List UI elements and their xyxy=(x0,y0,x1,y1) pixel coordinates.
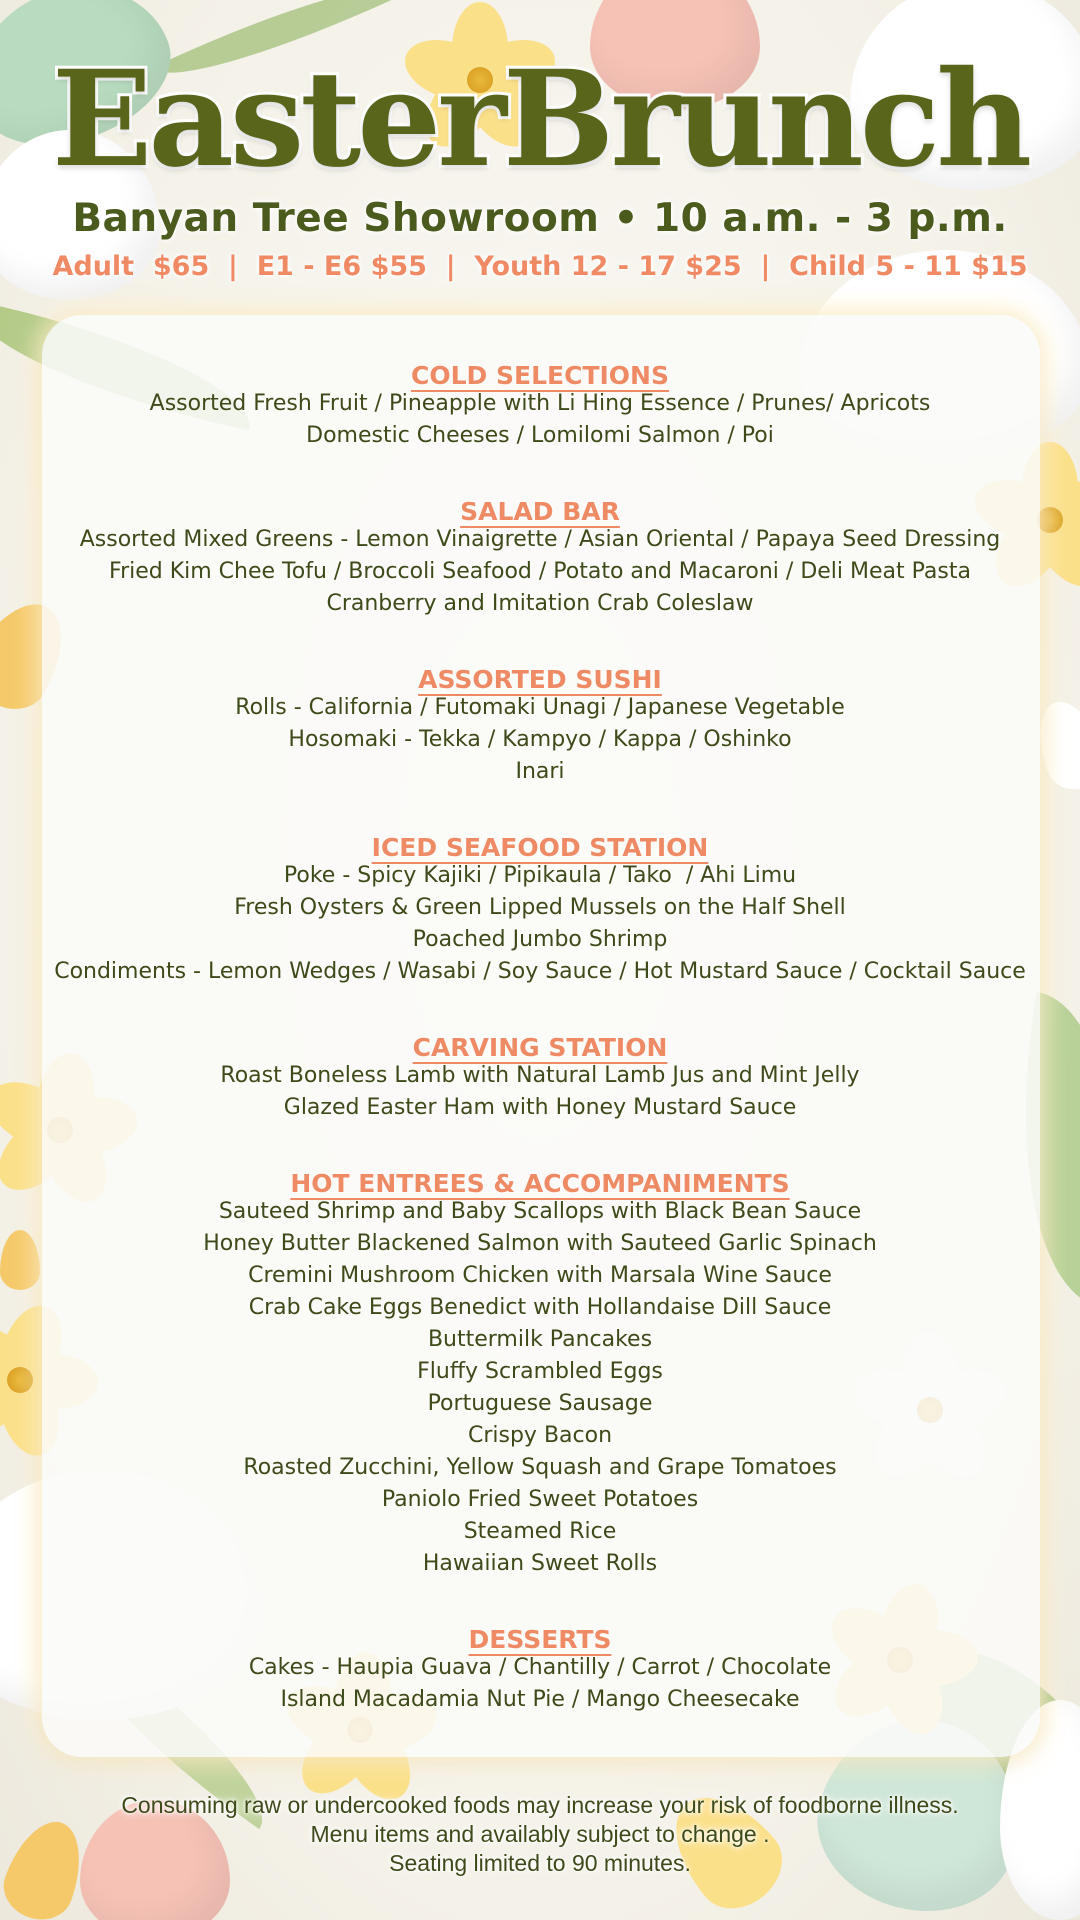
menu-item: Crispy Bacon xyxy=(467,1423,613,1448)
section-heading: ICED SEAFOOD STATION xyxy=(371,833,709,862)
disclaimer-line: Seating limited to 90 minutes. xyxy=(389,1850,691,1876)
section-assorted-sushi xyxy=(0,660,1080,788)
menu-item: Crab Cake Eggs Benedict with Hollandaise Dill Sauce xyxy=(248,1295,832,1320)
menu-item: Paniolo Fried Sweet Potatoes xyxy=(381,1487,699,1512)
menu-item: Cakes - Haupia Guava / Chantilly / Carrot / Chocolate xyxy=(248,1655,832,1680)
venue-and-hours: Banyan Tree Showroom • 10 a.m. - 3 p.m. xyxy=(72,196,1008,241)
menu-item: Sauteed Shrimp and Baby Scallops with Black Bean Sauce xyxy=(218,1199,862,1224)
menu-item: Buttermilk Pancakes xyxy=(427,1327,653,1352)
price-list: Adult $65 | E1 - E6 $55 | Youth 12 - 17 $25 | Child 5 - 11 $15 xyxy=(52,251,1028,282)
menu-item: Cranberry and Imitation Crab Coleslaw xyxy=(326,591,754,616)
menu-item: Poached Jumbo Shrimp xyxy=(412,927,668,952)
section-heading: CARVING STATION xyxy=(412,1033,668,1062)
menu-sections xyxy=(0,356,1080,1756)
menu-item: Hawaiian Sweet Rolls xyxy=(422,1551,658,1576)
section-hot-entrees xyxy=(0,1164,1080,1580)
section-carving-station xyxy=(0,1028,1080,1124)
section-heading: SALAD BAR xyxy=(460,497,620,526)
menu-item: Inari xyxy=(515,759,565,784)
menu-item: Fresh Oysters & Green Lipped Mussels on the Half Shell xyxy=(234,895,846,920)
menu-item: Roasted Zucchini, Yellow Squash and Grape Tomatoes xyxy=(243,1455,837,1480)
menu-item: Hosomaki - Tekka / Kampyo / Kappa / Oshinko xyxy=(288,727,792,752)
menu-item: Cremini Mushroom Chicken with Marsala Wine Sauce xyxy=(248,1263,832,1288)
menu-item: Poke - Spicy Kajiki / Pipikaula / Tako / Ahi Limu xyxy=(283,863,797,888)
disclaimer-line: Menu items and availably subject to change . xyxy=(310,1821,770,1847)
section-iced-seafood-station xyxy=(0,828,1080,988)
menu-item: Rolls - California / Futomaki Unagi / Japanese Vegetable xyxy=(235,695,845,720)
section-heading: HOT ENTREES & ACCOMPANIMENTS xyxy=(290,1169,790,1198)
section-heading: ASSORTED SUSHI xyxy=(418,665,662,694)
section-heading: COLD SELECTIONS xyxy=(411,361,669,390)
menu-item: Fried Kim Chee Tofu / Broccoli Seafood / Potato and Macaroni / Deli Meat Pasta xyxy=(109,559,971,584)
menu-item: Roast Boneless Lamb with Natural Lamb Jus and Mint Jelly xyxy=(220,1063,860,1088)
section-heading: DESSERTS xyxy=(468,1625,612,1654)
disclaimer-line: Consuming raw or undercooked foods may increase your risk of foodborne illness. xyxy=(121,1792,959,1818)
menu-item: Assorted Fresh Fruit / Pineapple with Li Hing Essence / Prunes/ Apricots xyxy=(149,391,931,416)
section-salad-bar xyxy=(0,492,1080,620)
page-title: EasterBrunch xyxy=(51,42,1029,197)
section-desserts xyxy=(0,1620,1080,1716)
menu-item: Domestic Cheeses / Lomilomi Salmon / Poi xyxy=(306,423,774,448)
menu-item: Assorted Mixed Greens - Lemon Vinaigrette / Asian Oriental / Papaya Seed Dressing xyxy=(79,527,1001,552)
menu-item: Steamed Rice xyxy=(463,1519,617,1544)
section-cold-selections xyxy=(0,356,1080,452)
menu-item: Portuguese Sausage xyxy=(427,1391,653,1416)
menu-item: Fluffy Scrambled Eggs xyxy=(417,1359,663,1384)
menu-item: Honey Butter Blackened Salmon with Sauteed Garlic Spinach xyxy=(203,1231,877,1256)
menu-item: Island Macadamia Nut Pie / Mango Cheesecake xyxy=(280,1687,800,1712)
footer-disclaimer xyxy=(0,1791,1080,1878)
menu-item: Condiments - Lemon Wedges / Wasabi / Soy Sauce / Hot Mustard Sauce / Cocktail Sauce xyxy=(54,959,1026,984)
menu-item: Glazed Easter Ham with Honey Mustard Sauce xyxy=(283,1095,797,1120)
